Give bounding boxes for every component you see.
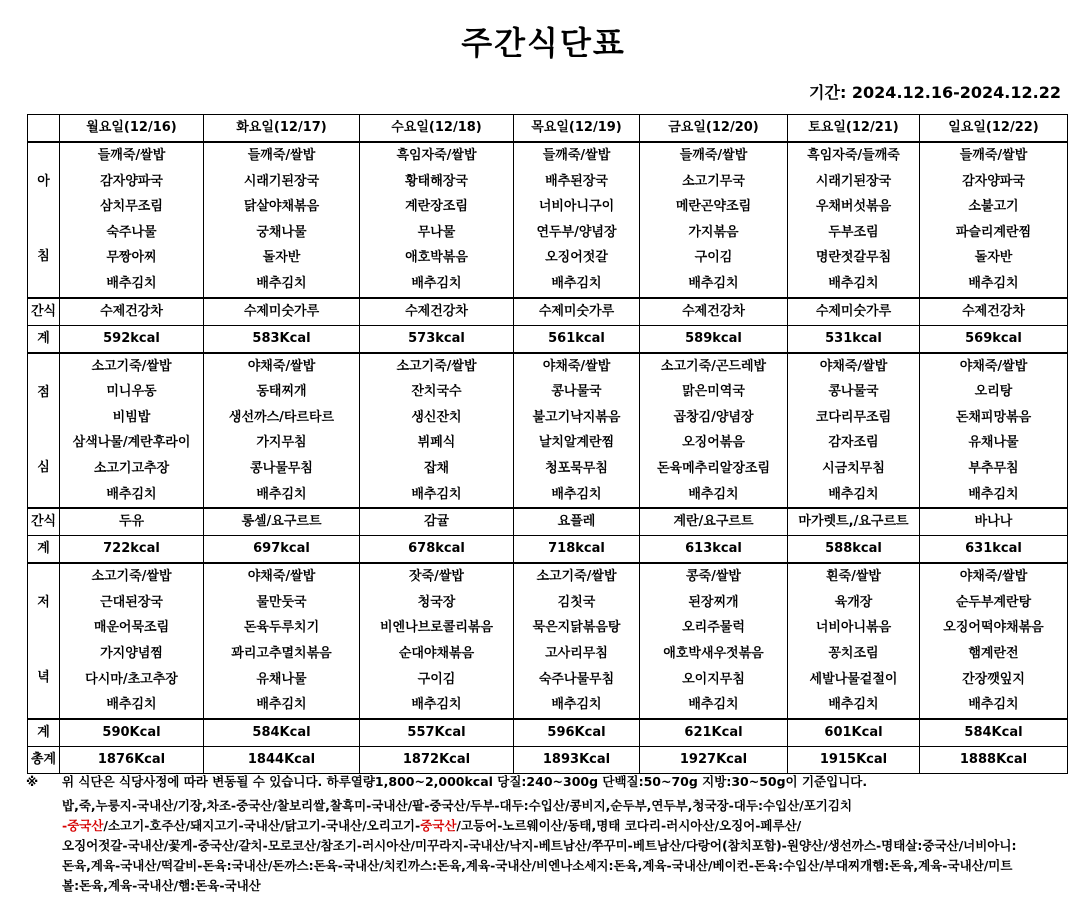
breakfast-item: 돌자반 [262,250,301,266]
lunch-item: 야채죽/쌀밥 [819,358,888,374]
breakfast-item: 배추김치 [411,275,462,291]
breakfast-item: 계란장조림 [405,199,468,215]
lunch-item: 야채죽/쌀밥 [542,358,611,374]
lunch-item: 뷔페식 [417,435,456,451]
breakfast-label-char: 침 [37,249,50,265]
origin-text-highlight: 중국산 [420,818,457,833]
dinner-item: 물만둣국 [256,594,307,610]
lunch-item: 배추김치 [411,486,462,502]
lunch-item: 불고기낙지볶음 [532,409,621,425]
lunch-label-char: 점 [37,384,50,400]
notes-section [26,772,1066,896]
dinner-cell [60,563,204,719]
dinner-item: 돈육두루치기 [243,620,320,636]
dinner-cell [360,563,514,719]
snack-cell: 수제건강차 [920,298,1068,326]
dinner-item: 숙주나물무침 [538,671,615,687]
kcal-cell: 557Kcal [360,719,514,747]
snack-cell: 바나나 [920,508,1068,536]
kcal-cell: 621Kcal [640,719,788,747]
breakfast-cell [60,142,204,298]
lunch-item: 잔치국수 [411,384,462,400]
lunch-item: 삼색나물/계란후라이 [72,435,191,451]
kcal-cell: 584Kcal [920,719,1068,747]
dinner-item: 간장깻잎지 [962,671,1025,687]
header-row [28,115,1068,143]
lunch-item: 생선까스/타르타르 [228,409,335,425]
breakfast-item: 감자양파국 [962,173,1025,189]
lunch-row [28,353,1068,509]
lunch-item: 비빔밥 [112,409,151,425]
grand-total-cell: 1888Kcal [920,746,1068,773]
kcal-cell: 583Kcal [204,325,360,353]
dinner-item: 배추김치 [106,697,157,713]
dinner-item: 유채나물 [256,671,307,687]
notes-text: 위 식단은 식당사정에 따라 변동될 수 있습니다. 하루열량1,800~2,000kcal 당질:240~300g 단백질:50~70g 지방:30~50g이 기준입니다. [62,774,868,789]
day-header: 화요일(12/17) [204,115,360,143]
reference-mark: ※ [26,774,39,789]
kcal-cell: 588kcal [788,536,920,564]
breakfast-item: 시래기된장국 [815,173,892,189]
kcal-cell: 697kcal [204,536,360,564]
kcal-cell: 718kcal [514,536,640,564]
snack-cell: 감귤 [360,508,514,536]
breakfast-item: 가지볶음 [688,224,739,240]
kcal-cell: 590Kcal [60,719,204,747]
lunch-item: 시금치무침 [822,460,885,476]
dinner-item: 오리주물럭 [682,620,745,636]
snack-cell: 계란/요구르트 [640,508,788,536]
breakfast-item: 메란곤약조림 [675,199,752,215]
snack-cell: 요플레 [514,508,640,536]
breakfast-item: 들깨죽/쌀밥 [97,148,166,163]
grand-total-row [28,746,1068,773]
dinner-item: 육개장 [834,594,873,610]
grand-total-cell: 1893Kcal [514,746,640,773]
breakfast-item: 들깨죽/쌀밥 [959,148,1028,163]
weekly-menu-table [27,114,1068,774]
breakfast-label [28,142,60,298]
grand-total-label: 총계 [28,746,60,773]
day-header: 금요일(12/20) [640,115,788,143]
dinner-item: 구이김 [417,671,456,687]
period-label: 기간: 2024.12.16-2024.12.22 [809,83,1061,102]
snack-cell: 수제미숫가루 [788,298,920,326]
kcal-cell: 613kcal [640,536,788,564]
lunch-item: 곱창김/양념장 [673,409,754,425]
breakfast-item: 구이김 [694,250,733,266]
dinner-item: 가지양념찜 [100,645,163,661]
kcal-cell: 678kcal [360,536,514,564]
dinner-item: 야채죽/쌀밥 [247,569,316,585]
lunch-item: 날치알계란찜 [538,435,615,451]
lunch-item: 배추김치 [968,486,1019,502]
page-title: 주간식단표 [461,24,626,62]
dinner-item: 배추김치 [411,697,462,713]
lunch-item: 배추김치 [688,486,739,502]
corner-cell [28,115,60,143]
lunch-cell [60,353,204,509]
total-label: 계 [28,719,60,747]
dinner-cell [920,563,1068,719]
lunch-item: 야채죽/쌀밥 [247,358,316,374]
kcal2-row [28,536,1068,564]
kcal1-row [28,325,1068,353]
breakfast-label-char: 아 [37,174,50,190]
breakfast-item: 너비아니구이 [538,199,615,215]
dinner-item: 매운어묵조림 [93,620,170,636]
breakfast-item: 들깨죽/쌀밥 [679,148,748,163]
breakfast-item: 두부조림 [828,224,879,240]
lunch-item: 부추무침 [968,460,1019,476]
lunch-item: 콩나물국 [828,384,879,400]
lunch-cell [514,353,640,509]
breakfast-item: 삼치무조림 [100,199,163,215]
lunch-item: 잡채 [423,460,450,476]
lunch-item: 소고기죽/쌀밥 [91,358,172,374]
total-label: 계 [28,536,60,564]
breakfast-cell [514,142,640,298]
grand-total-cell: 1844Kcal [204,746,360,773]
lunch-item: 오리탕 [974,384,1013,400]
dinner-label [28,563,60,719]
dinner-item: 햄계란전 [968,645,1019,661]
dinner-item: 콩죽/쌀밥 [686,569,741,585]
dinner-item: 잣죽/쌀밥 [409,569,464,585]
breakfast-item: 들깨죽/쌀밥 [247,148,316,163]
day-header: 목요일(12/19) [514,115,640,143]
lunch-item: 감자조림 [828,435,879,451]
snack-cell: 수제미숫가루 [204,298,360,326]
dinner-item: 소고기죽/쌀밥 [536,569,617,585]
lunch-item: 생신잔치 [411,409,462,425]
kcal3-row [28,719,1068,747]
snack-cell: 수제건강차 [60,298,204,326]
lunch-item: 소고기고추장 [93,460,170,476]
lunch-item: 돈채피망볶음 [955,409,1032,425]
breakfast-item: 배추김치 [828,275,879,291]
breakfast-item: 명란젓갈무침 [815,250,892,266]
lunch-cell [640,353,788,509]
snack2-row [28,508,1068,536]
dinner-item: 세발나물겉절이 [809,671,898,687]
breakfast-item: 들깨죽/쌀밥 [542,148,611,163]
breakfast-item: 배추김치 [968,275,1019,291]
lunch-item: 콩나물무침 [250,460,313,476]
breakfast-item: 무나물 [417,224,456,240]
breakfast-item: 황태해장국 [405,173,468,189]
breakfast-item: 배추김치 [256,275,307,291]
day-header: 월요일(12/16) [60,115,204,143]
breakfast-item: 궁채나물 [256,224,307,240]
breakfast-item: 배추김치 [106,275,157,291]
breakfast-item: 감자양파국 [100,173,163,189]
kcal-cell: 722kcal [60,536,204,564]
breakfast-item: 닭살야채볶음 [243,199,320,215]
dinner-cell [788,563,920,719]
notes-line [26,772,1066,792]
dinner-item: 너비아니볶음 [815,620,892,636]
snack-cell: 수제건강차 [640,298,788,326]
breakfast-item: 무짱아찌 [106,250,157,266]
breakfast-item: 흑임자죽/쌀밥 [396,148,477,163]
lunch-item: 가지무침 [256,435,307,451]
lunch-cell [788,353,920,509]
breakfast-item: 소고기무국 [682,173,745,189]
lunch-item: 미니우동 [106,384,157,400]
day-header: 일요일(12/22) [920,115,1068,143]
breakfast-item: 숙주나물 [106,224,157,240]
lunch-item: 오징어볶음 [682,435,745,451]
dinner-item: 순대야채볶음 [398,645,475,661]
breakfast-cell [920,142,1068,298]
snack1-row [28,298,1068,326]
lunch-label-char: 심 [37,459,50,475]
grand-total-cell: 1876Kcal [60,746,204,773]
lunch-item: 맑은미역국 [682,384,745,400]
origin-text: 밥,죽,누룽지-국내산/기장,차조-중국산/찰보리쌀,찰흑미-국내산/팥-중국산/두부-대두:수입산/콩비지,순두부,연두부,청국장-대두:수입산/포기김치 [62,798,853,813]
snack-label: 간식 [28,298,60,326]
total-label: 계 [28,325,60,353]
origin-info [26,796,1022,896]
dinner-item: 고사리무침 [545,645,608,661]
breakfast-item: 애호박볶음 [405,250,468,266]
lunch-item: 돈육메추리알장조림 [656,460,771,476]
dinner-item: 비엔나브로콜리볶음 [379,620,494,636]
lunch-item: 배추김치 [551,486,602,502]
kcal-cell: 561kcal [514,325,640,353]
lunch-item: 유채나물 [968,435,1019,451]
dinner-cell [640,563,788,719]
lunch-item: 소고기죽/쌀밥 [396,358,477,374]
lunch-cell [204,353,360,509]
lunch-label [28,353,60,509]
grand-total-cell: 1872Kcal [360,746,514,773]
dinner-item: 된장찌개 [688,594,739,610]
origin-text: /소고기-호주산/돼지고기-국내산/닭고기-국내산/오리고기- [103,818,421,833]
dinner-item: 근대된장국 [100,594,163,610]
lunch-item: 배추김치 [828,486,879,502]
dinner-item: 애호박새우젓볶음 [663,645,764,661]
dinner-item: 배추김치 [256,697,307,713]
grand-total-cell: 1927Kcal [640,746,788,773]
lunch-item: 청포묵무침 [545,460,608,476]
day-header: 토요일(12/21) [788,115,920,143]
breakfast-row [28,142,1068,298]
dinner-item: 꽈리고추멸치볶음 [231,645,332,661]
dinner-item: 순두부계란탕 [955,594,1032,610]
snack-cell: 두유 [60,508,204,536]
breakfast-item: 배추된장국 [545,173,608,189]
breakfast-item: 연두부/양념장 [536,224,617,240]
breakfast-item: 배추김치 [688,275,739,291]
breakfast-cell [360,142,514,298]
origin-text: /고등어-노르웨이산/동태,명태 코다리-러시아산/오징어-페루산/ [456,818,802,833]
kcal-cell: 601Kcal [788,719,920,747]
dinner-label-char: 녁 [37,670,50,686]
breakfast-cell [788,142,920,298]
kcal-cell: 531kcal [788,325,920,353]
lunch-item: 동태찌개 [256,384,307,400]
day-header: 수요일(12/18) [360,115,514,143]
dinner-item: 오징어떡야채볶음 [943,620,1044,636]
dinner-item: 배추김치 [968,697,1019,713]
breakfast-item: 소불고기 [968,199,1019,215]
breakfast-cell [640,142,788,298]
dinner-row [28,563,1068,719]
snack-cell: 마가렛트,/요구르트 [788,508,920,536]
dinner-item: 꽁치조림 [828,645,879,661]
breakfast-item: 오징어젓갈 [545,250,608,266]
snack-cell: 수제건강차 [360,298,514,326]
lunch-item: 코다리무조림 [815,409,892,425]
lunch-cell [920,353,1068,509]
kcal-cell: 569kcal [920,325,1068,353]
dinner-cell [514,563,640,719]
breakfast-item: 배추김치 [551,275,602,291]
lunch-item: 배추김치 [106,486,157,502]
snack-cell: 롱셀/요구르트 [204,508,360,536]
kcal-cell: 631kcal [920,536,1068,564]
dinner-item: 다시마/초고추장 [85,671,178,687]
kcal-cell: 589kcal [640,325,788,353]
dinner-item: 흰죽/쌀밥 [826,569,881,585]
kcal-cell: 573kcal [360,325,514,353]
lunch-item: 야채죽/쌀밥 [959,358,1028,374]
lunch-cell [360,353,514,509]
breakfast-item: 파슬리계란찜 [955,224,1032,240]
breakfast-item: 우채버섯볶음 [815,199,892,215]
lunch-item: 콩나물국 [551,384,602,400]
snack-label: 간식 [28,508,60,536]
dinner-item: 배추김치 [688,697,739,713]
breakfast-item: 흑임자죽/들깨죽 [807,148,900,163]
grand-total-cell: 1915Kcal [788,746,920,773]
dinner-item: 김칫국 [557,594,596,610]
lunch-item: 소고기죽/곤드레밥 [660,358,767,374]
breakfast-item: 돌자반 [974,250,1013,266]
kcal-cell: 584Kcal [204,719,360,747]
dinner-item: 야채죽/쌀밥 [959,569,1028,585]
dinner-item: 묵은지닭볶음탕 [532,620,621,636]
lunch-item: 배추김치 [256,486,307,502]
dinner-item: 청국장 [417,594,456,610]
dinner-item: 배추김치 [828,697,879,713]
snack-cell: 수제미숫가루 [514,298,640,326]
kcal-cell: 592kcal [60,325,204,353]
dinner-item: 배추김치 [551,697,602,713]
breakfast-cell [204,142,360,298]
dinner-cell [204,563,360,719]
origin-text: 오징어젓갈-국내산/꽃게-중국산/갈치-모로코산/참조기-러시아산/미꾸라지-국내산/낙지-베트남산/쭈꾸미-베트남산/다랑어(참치포함)-원양산/생선까스-명태살:중국산/너비아니:돈육,계육-국내산/떡갈비-돈육:국내산/돈까스:돈육-국내산/치킨까스:돈육,계육-국내산/비엔나소세지:돈육,계육-국내산/베이컨-돈육:수입산/부대찌개햄:돈육,계육-국내산/미트볼:돈육,계육-국내산/햄:돈육-국내산 [62,838,1017,893]
dinner-label-char: 저 [37,595,50,611]
origin-text-highlight: -중국산 [62,818,104,833]
breakfast-item: 시래기된장국 [243,173,320,189]
kcal-cell: 596Kcal [514,719,640,747]
dinner-item: 소고기죽/쌀밥 [91,569,172,585]
dinner-item: 오이지무침 [682,671,745,687]
